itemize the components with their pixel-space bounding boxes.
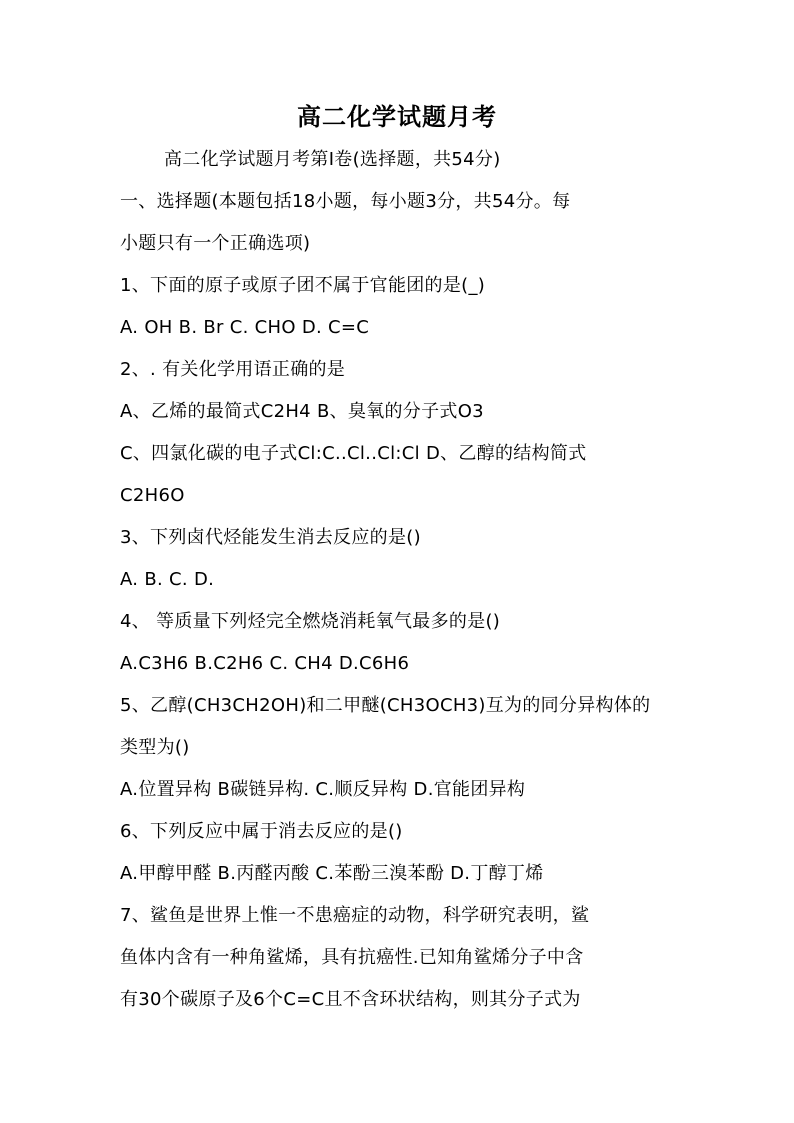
question-5: 5、乙醇(CH3CH2OH)和二甲醚(CH3OCH3)互为的同分异构体的 <box>120 695 651 716</box>
question-2-options-cd-cont: C2H6O <box>120 485 185 506</box>
question-2-options-cd: C、四氯化碳的电子式Cl:C..Cl..Cl:Cl D、乙醇的结构简式 <box>120 443 587 464</box>
question-2: 2、. 有关化学用语正确的是 <box>120 359 346 380</box>
question-1: 1、下面的原子或原子团不属于官能团的是(_) <box>120 275 486 296</box>
document-title: 高二化学试题月考 <box>297 102 497 131</box>
question-3-options: A. B. C. D. <box>120 569 215 590</box>
question-6-options: A.甲醇甲醛 B.丙醛丙酸 C.苯酚三溴苯酚 D.丁醇丁烯 <box>120 863 544 884</box>
section-heading-line-2: 小题只有一个正确选项) <box>120 233 311 254</box>
document-subtitle: 高二化学试题月考第Ⅰ卷(选择题，共54分) <box>164 149 501 170</box>
question-3: 3、下列卤代烃能发生消去反应的是() <box>120 527 421 548</box>
section-heading-line-1: 一、选择题(本题包括18小题，每小题3分，共54分。每 <box>120 191 571 212</box>
question-5-cont: 类型为() <box>120 737 190 758</box>
question-4: 4、 等质量下列烃完全燃烧消耗氧气最多的是() <box>120 611 501 632</box>
question-1-options: A. OH B. Br C. CHO D. C=C <box>120 317 370 338</box>
question-7-cont-2: 有30个碳原子及6个C=C且不含环状结构，则其分子式为 <box>120 989 581 1010</box>
question-2-options-ab: A、乙烯的最简式C2H4 B、臭氧的分子式O3 <box>120 401 484 422</box>
question-7: 7、鲨鱼是世界上惟一不患癌症的动物，科学研究表明，鲨 <box>120 905 590 926</box>
question-4-options: A.C3H6 B.C2H6 C. CH4 D.C6H6 <box>120 653 410 674</box>
question-7-cont-1: 鱼体内含有一种角鲨烯，具有抗癌性.已知角鲨烯分子中含 <box>120 947 584 968</box>
question-5-options: A.位置异构 B碳链异构. C.顺反异构 D.官能团异构 <box>120 779 526 800</box>
question-6: 6、下列反应中属于消去反应的是() <box>120 821 403 842</box>
